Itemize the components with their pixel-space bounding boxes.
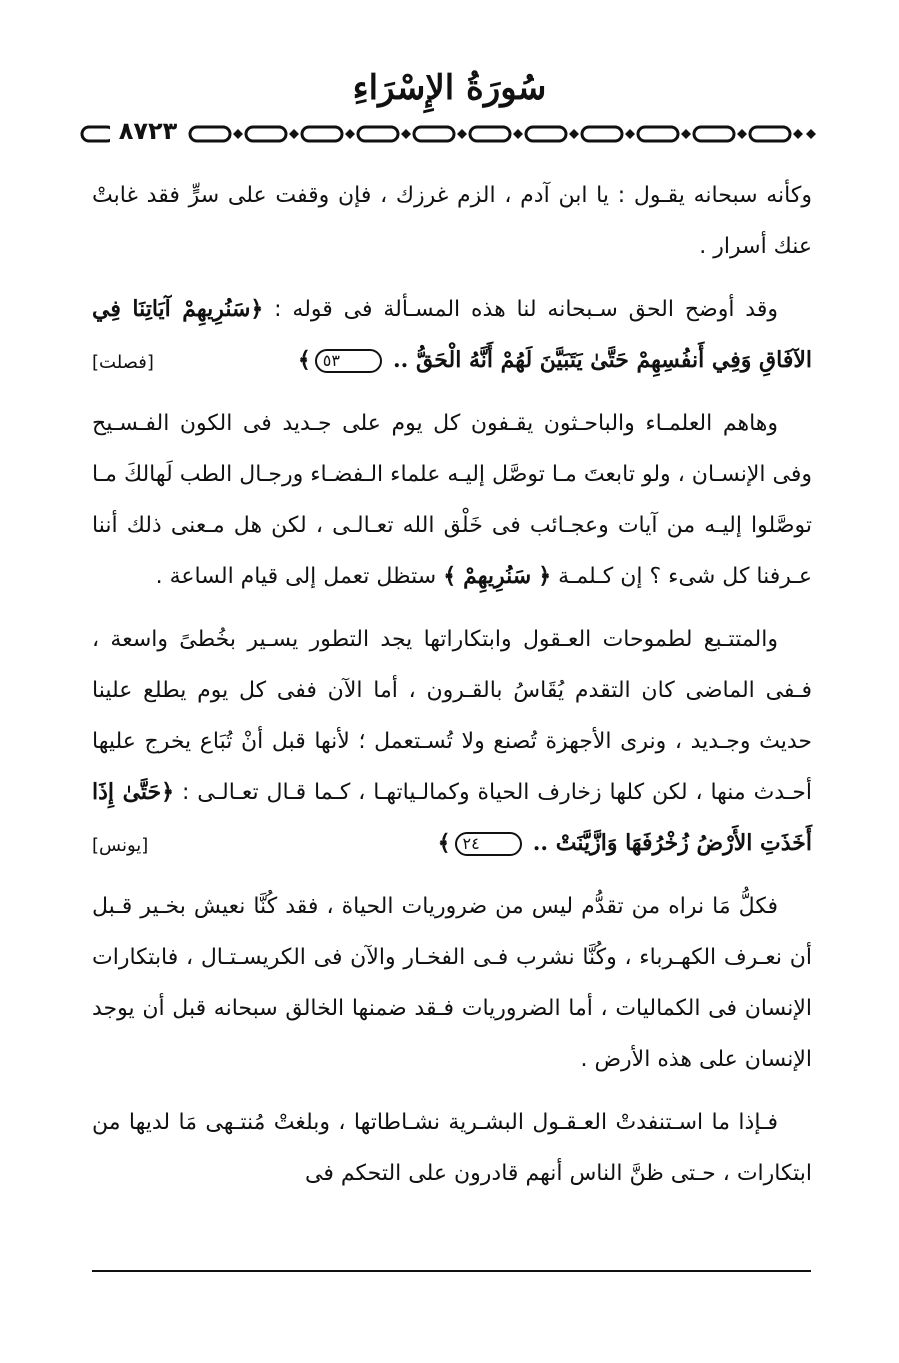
paragraph-3-end: ستظل تعمل إلى قيام الساعة .	[155, 564, 437, 589]
surah-title: سُورَةُ الإِسْرَاءِ	[352, 68, 547, 108]
paragraph-5: فكلُّ مَا نراه من تقدُّم ليس من ضروريات الحياة ، فقد كُنَّا نعيش بخـير قـبل أن نعـرف الكهـرباء ، وكُنَّا نشرب فـى الفخـار والآن فى الكريسـتـال ، فابتكارات الإنسان فى الكماليات ، أما الضروريات فـقد ضمنها الخالق سبحانه قبل أن يوجد الإنسان على هذه الأرض .	[92, 894, 812, 1072]
paragraph-6: فـإذا ما اسـتنفدتْ العـقـول البشـرية نشـاطاتها ، وبلغتْ مُنتـهى مَا لديها من ابتكارات ، حـتى ظنَّ الناس أنهم قادرون على التحكم فى	[92, 1110, 812, 1186]
surah-reference-fussilat: [فصلت]	[92, 352, 154, 373]
paragraph-2	[92, 284, 812, 386]
paragraph-2-intro: وقد أوضح الحق سـبحانه لنا هذه المسـألة فى قوله :	[274, 297, 778, 322]
verse-close-bracket: ﴾	[297, 347, 311, 373]
quoted-word: سَنُرِيهِمْ	[463, 563, 532, 589]
quran-verse-fussilat: سَنُرِيهِمْ آيَاتِنَا فِي الآفَاقِ وَفِي أَنفُسِهِمْ حَتَّىٰ يَتَبَيَّنَ لَهُمْ أَنَّهُ الْحَقُّ ..	[92, 296, 812, 373]
ayah-number-badge: ٥٣	[315, 349, 382, 373]
word-open-bracket: ﴿	[538, 563, 552, 589]
verse-open-bracket: ﴿	[161, 779, 175, 805]
paragraph-4	[92, 614, 812, 869]
paragraph-1: وكأنه سبحانه يقـول : يا ابن آدم ، الزم غرزك ، فإن وقفت على سرٍّ فقد غابتْ عنك أسرار .	[92, 183, 812, 259]
page-number: ٨٧٢٣	[110, 116, 186, 146]
quran-verse-yunus: حَتَّىٰ إِذَا أَخَذَتِ الأَرْضُ زُخْرُفَهَا وَازَّيَّنَتْ ..	[92, 779, 812, 856]
main-text	[92, 170, 812, 1199]
word-close-bracket: ﴾	[443, 563, 457, 589]
paragraph-3	[92, 398, 812, 602]
verse-close-bracket: ﴾	[437, 830, 451, 856]
surah-reference-yunus: [يونس]	[92, 835, 149, 856]
bottom-rule	[92, 1270, 811, 1272]
ornamental-border	[80, 122, 820, 146]
verse-open-bracket: ﴿	[250, 296, 264, 322]
paragraph-4-main: والمتتـبع لطموحات العـقول وابتكاراتها يجد التطور يسـير بخُطىً واسعة ، فـفى الماضى كان التقدم يُقَاسُ بالقـرون ، أما الآن ففى كل يوم يطلع علينا حديث وجـديد ، ونرى الأجهزة تُصنع ولا تُسـتعمل ؛ لأنها قبل أنْ تُبَاع يخرج عليها أحـدث منها ، لكن كلها زخارف الحياة وكمالـياتهـا ، كـما قـال تعـالـى :	[92, 627, 813, 805]
paragraph-3-main: وهاهم العلمـاء والباحـثون يقـفون كل يوم على جـديد فى الكون الفـسـيح وفى الإنسـان ، ولو تابعتَ مـا توصَّل إليـه علماء الـفضـاء ورجـال الطب لَهالكَ مـا توصَّلوا إليـه من آيات وعجـائب فى خَلْق الله تعـالـى ، لكن هل مـعنى ذلك أننا عـرفنا كل شىء ؟ إن كـلمـة	[92, 411, 812, 589]
ayah-number-badge: ٢٤	[455, 832, 522, 856]
